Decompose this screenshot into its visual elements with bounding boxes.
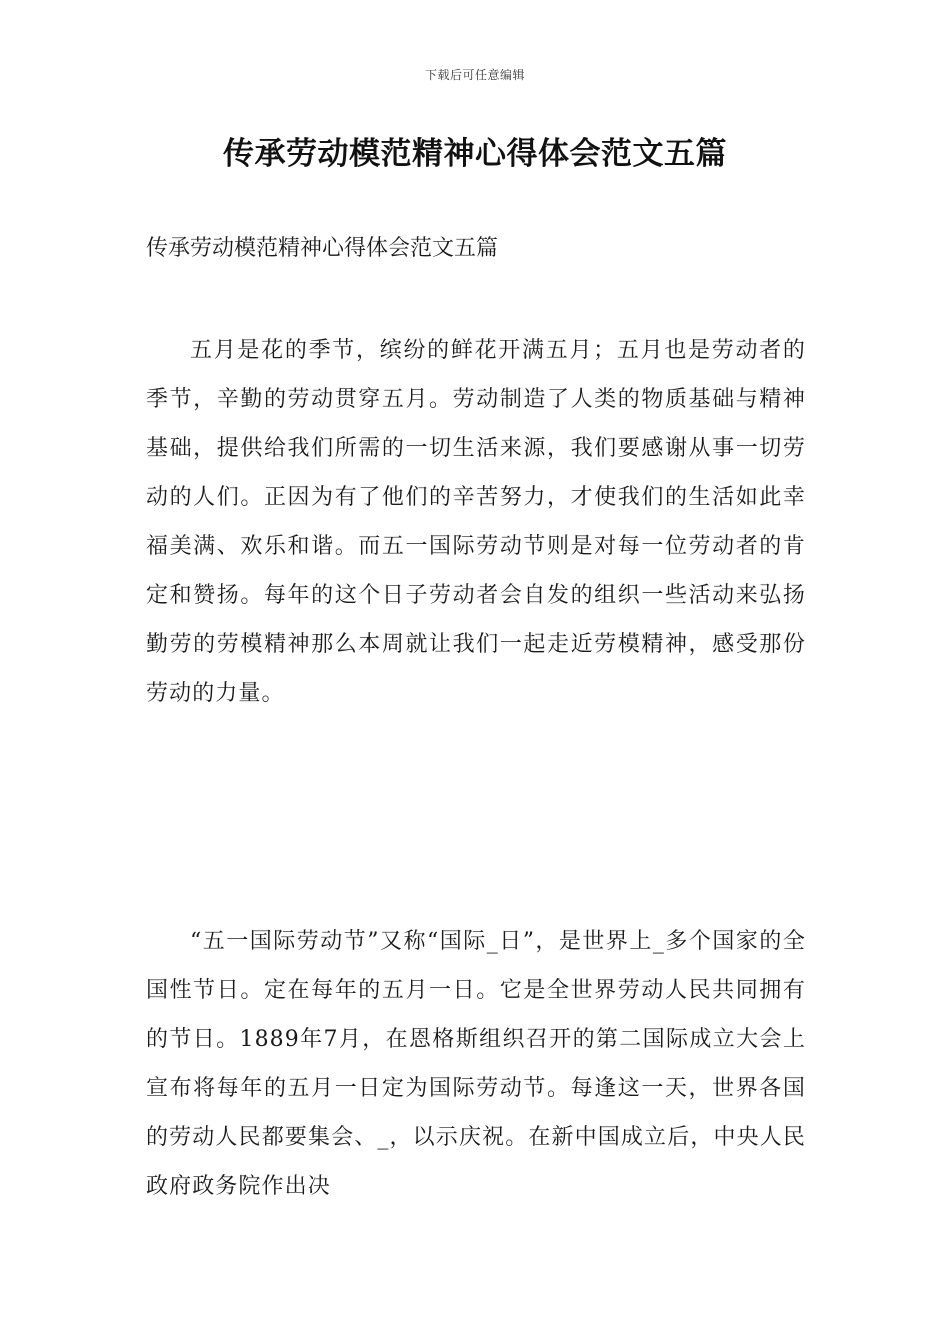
paragraph-labor-day: “五一国际劳动节”又称“国际_日”，是世界上_多个国家的全国性节日。定在每年的五月一日。它是全世界劳动人民共同拥有的节日。1889年7月，在恩格斯组织召开的第二国际成立大会上宣布将每年的五月一日定为国际劳动节。每逢这一天，世界各国的劳动人民都要集会、_，以示庆祝。在新中国成立后，中央人民政府政务院作出决 bbox=[146, 929, 806, 1199]
paragraph-intro: 五月是花的季节，缤纷的鲜花开满五月；五月也是劳动者的季节，辛勤的劳动贯穿五月。劳动制造了人类的物质基础与精神基础，提供给我们所需的一切生活来源，我们要感谢从事一切劳动的人们。正因为有了他们的辛苦努力，才使我们的生活如此幸福美满、欢乐和谐。而五一国际劳动节则是对每一位劳动者的肯定和赞扬。每年的这个日子劳动者会自发的组织一些活动来弘扬勤劳的劳模精神那么本周就让我们一起走近劳模精神，感受那份劳动的力量。 bbox=[146, 338, 806, 706]
document-subtitle: 传承劳动模范精神心得体会范文五篇 bbox=[146, 236, 499, 261]
header-note: 下载后可任意编辑 bbox=[424, 68, 525, 82]
document-title: 传承劳动模范精神心得体会范文五篇 bbox=[223, 136, 727, 172]
